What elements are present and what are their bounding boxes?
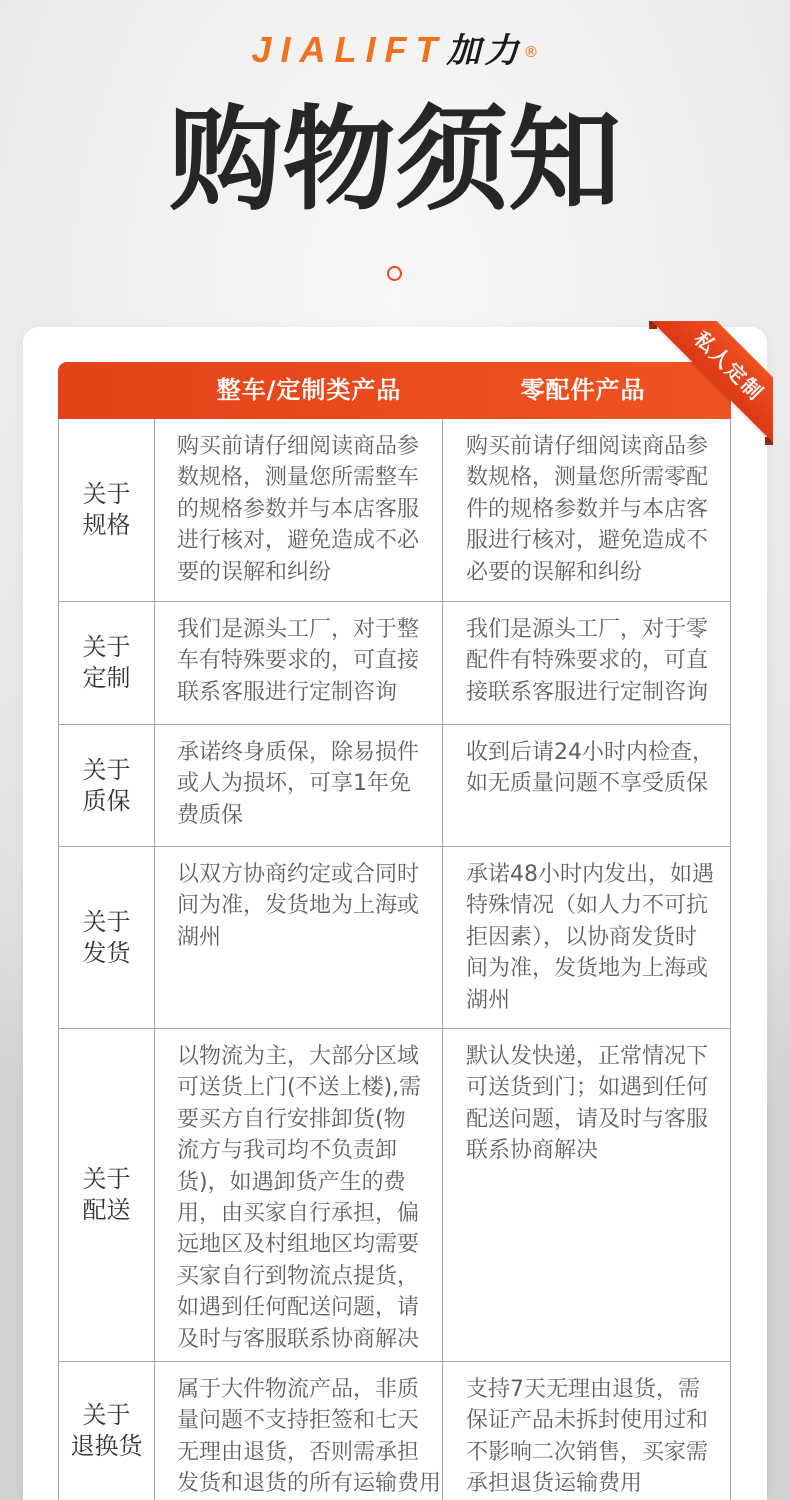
corner-ribbon <box>649 321 773 445</box>
notice-card <box>23 327 767 1500</box>
row-label-line: 规格 <box>82 511 131 539</box>
parts-text-line: 特殊情况（如人力不可抗 <box>466 893 709 919</box>
vehicle-cell <box>155 419 443 602</box>
row-label-line: 配送 <box>82 1196 131 1224</box>
ribbon-label: 私人定制 <box>649 321 773 445</box>
parts-text-line: 服进行核对，避免造成不 <box>466 528 709 554</box>
table-header <box>58 362 731 419</box>
row-label-cell <box>58 1029 155 1362</box>
parts-cell <box>443 1029 731 1362</box>
parts-cell <box>443 847 731 1029</box>
parts-cell <box>443 419 731 602</box>
registered-mark: ® <box>523 43 539 61</box>
parts-text-line: 间为准，发货地为上海或 <box>466 956 709 982</box>
row-label-cell <box>58 725 155 847</box>
table-row <box>58 419 731 602</box>
vehicle-cell <box>155 602 443 725</box>
header-spacer <box>58 362 155 419</box>
table-row <box>58 1029 731 1362</box>
vehicle-text-line: 或人为损坏，可享1年免 <box>177 771 411 797</box>
vehicle-text-line: 远地区及村组地区均需要 <box>177 1232 420 1258</box>
vehicle-text-line: 如遇到任何配送问题，请 <box>177 1295 420 1321</box>
parts-text-line: 数规格，测量您所需零配 <box>466 465 709 491</box>
parts-text-line: 接联系客服进行定制咨询 <box>466 679 709 705</box>
vehicle-text-line: 以双方协商约定或合同时 <box>177 862 420 887</box>
vehicle-text-line: 数规格，测量您所需整车 <box>177 465 420 491</box>
vehicle-cell <box>155 1362 443 1500</box>
parts-text-line: 拒因素），以协商发货时 <box>466 924 698 950</box>
table-row <box>58 602 731 725</box>
row-label-cell <box>58 1362 155 1500</box>
parts-text-line: 承诺48小时内发出，如遇 <box>466 862 714 887</box>
ring-icon <box>387 266 402 281</box>
vehicle-text-line: 湖州 <box>177 924 222 950</box>
parts-text-line: 购买前请仔细阅读商品参 <box>466 434 709 459</box>
header-vehicle: 整车/定制类产品 <box>216 376 402 404</box>
row-label-line: 关于 <box>82 633 131 661</box>
parts-text-line: 件的规格参数并与本店客 <box>466 496 709 522</box>
parts-cell <box>443 602 731 725</box>
row-label-line: 发货 <box>82 938 131 967</box>
row-label-line: 关于 <box>82 1401 131 1429</box>
row-label-line: 关于 <box>82 480 131 508</box>
vehicle-text-line: 我们是源头工厂，对于整 <box>177 617 420 642</box>
page-title: 购物须知 <box>169 94 621 226</box>
vehicle-text-line: 以物流为主，大部分区域 <box>177 1044 420 1069</box>
vehicle-text-line: 承诺终身质保，除易损件 <box>177 740 420 765</box>
vehicle-text-line: 间为准，发货地为上海或 <box>177 893 420 919</box>
vehicle-text-line: 的规格参数并与本店客服 <box>177 496 420 522</box>
notice-table <box>58 362 731 1500</box>
vehicle-cell <box>155 847 443 1029</box>
vehicle-text-line: 进行核对，避免造成不必 <box>177 528 420 554</box>
row-label-line: 关于 <box>82 907 131 936</box>
vehicle-text-line: 量问题不支持拒签和七天 <box>177 1408 420 1434</box>
vehicle-text-line: 货)，如遇卸货产生的费 <box>177 1169 406 1195</box>
vehicle-text-line: 发货和退货的所有运输费用 <box>177 1471 442 1497</box>
row-label-line: 退换货 <box>70 1432 143 1460</box>
table-row <box>58 725 731 847</box>
parts-text-line: 不影响二次销售，买家需 <box>466 1439 709 1465</box>
row-label-line: 定制 <box>82 664 131 692</box>
vehicle-text-line: 用，由买家自行承担，偏 <box>177 1201 420 1227</box>
vehicle-text-line: 无理由退货，否则需承担 <box>177 1439 420 1465</box>
parts-text-line: 湖州 <box>466 987 511 1013</box>
vehicle-text-line: 属于大件物流产品，非质 <box>177 1377 420 1402</box>
parts-text-line: 可送货到门；如遇到任何 <box>466 1075 709 1101</box>
parts-cell <box>443 725 731 847</box>
vehicle-text-line: 及时与客服联系协商解决 <box>177 1326 420 1352</box>
vehicle-text-line: 要的误解和纠纷 <box>177 559 332 585</box>
row-label-line: 质保 <box>82 786 131 815</box>
parts-text-line: 如无质量问题不享受质保 <box>466 771 709 797</box>
vehicle-cell <box>155 725 443 847</box>
parts-text-line: 支持7天无理由退货，需 <box>466 1377 700 1402</box>
parts-text-line: 收到后请24小时内检查， <box>466 740 714 765</box>
parts-text-line: 配送问题，请及时与客服 <box>466 1106 709 1132</box>
vehicle-text-line: 要买方自行安排卸货(物 <box>177 1106 406 1132</box>
vehicle-text-line: 费质保 <box>177 802 244 828</box>
brand-logo-cn: 加力 <box>446 31 523 71</box>
parts-text-line: 保证产品未拆封使用过和 <box>466 1408 709 1434</box>
table-row <box>58 1362 731 1500</box>
brand-logo <box>0 29 790 75</box>
parts-text-line: 必要的误解和纠纷 <box>466 559 643 585</box>
vehicle-text-line: 购买前请仔细阅读商品参 <box>177 434 420 459</box>
header-parts: 零配件产品 <box>520 376 646 404</box>
vehicle-text-line: 车有特殊要求的，可直接 <box>177 648 420 674</box>
table-row <box>58 847 731 1029</box>
vehicle-text-line: 买家自行到物流点提货， <box>177 1263 420 1289</box>
vehicle-text-line: 可送货上门(不送上楼),需 <box>177 1075 422 1101</box>
vehicle-text-line: 联系客服进行定制咨询 <box>177 679 398 705</box>
brand-logo-latin: JIALIFT <box>251 29 447 70</box>
row-label-cell <box>58 847 155 1029</box>
parts-text-line: 配件有特殊要求的，可直 <box>466 648 709 674</box>
row-label-line: 关于 <box>82 1165 131 1193</box>
vehicle-cell <box>155 1029 443 1362</box>
row-label-cell <box>58 602 155 725</box>
parts-text-line: 承担退货运输费用 <box>466 1471 643 1497</box>
row-label-cell <box>58 419 155 602</box>
parts-text-line: 联系协商解决 <box>466 1138 599 1164</box>
vehicle-text-line: 流方与我司均不负责卸 <box>177 1138 398 1164</box>
table-body <box>58 419 731 1500</box>
parts-text-line: 默认发快递，正常情况下 <box>466 1044 709 1069</box>
parts-cell <box>443 1362 731 1500</box>
parts-text-line: 我们是源头工厂，对于零 <box>466 617 709 642</box>
row-label-line: 关于 <box>82 755 131 784</box>
